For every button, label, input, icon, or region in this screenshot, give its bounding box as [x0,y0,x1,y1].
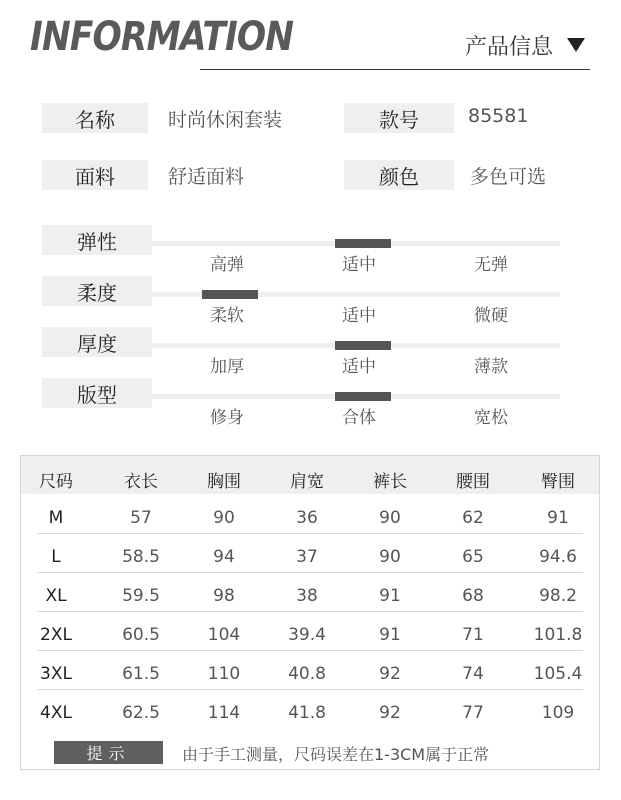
measurement-cell: 90 [379,508,401,528]
table-header-cell: 尺码 [39,472,73,492]
fabric-value: 舒适面料 [168,166,245,188]
title-underline [200,69,590,70]
name-value: 时尚休闲套装 [168,109,283,131]
attr-option: 适中 [342,357,376,377]
size-cell: M [48,508,64,528]
size-cell: XL [45,586,67,606]
size-cell: 3XL [40,664,72,684]
measurement-cell: 91 [379,625,401,645]
measurement-cell: 104 [207,625,241,645]
measurement-cell: 91 [547,508,569,528]
measurement-cell: 101.8 [533,625,583,645]
row-divider [37,611,583,612]
attr-option: 柔软 [210,306,244,326]
attr-label: 厚度 [42,327,152,357]
row-divider [37,572,583,573]
fabric-label: 面料 [42,160,148,190]
attr-option: 加厚 [210,357,244,377]
row-divider [37,689,583,690]
triangle-down-icon [567,38,585,52]
measurement-cell: 90 [213,508,235,528]
attr-level-marker [335,341,391,350]
size-cell: L [51,547,61,567]
measurement-cell: 77 [462,703,484,723]
tip-text: 由于手工测量，尺码误差在1-3CM属于正常 [182,745,490,764]
measurement-cell: 59.5 [122,586,160,606]
measurement-cell: 105.4 [533,664,583,684]
attr-option: 微硬 [474,306,508,326]
measurement-cell: 61.5 [122,664,160,684]
attr-option: 合体 [342,408,376,428]
measurement-cell: 92 [379,664,401,684]
measurement-cell: 39.4 [288,625,326,645]
attr-label: 版型 [42,378,152,408]
measurement-cell: 58.5 [122,547,160,567]
measurement-cell: 68 [462,586,484,606]
measurement-cell: 91 [379,586,401,606]
measurement-cell: 94 [213,547,235,567]
measurement-cell: 114 [207,703,241,723]
table-header-cell: 臀围 [541,472,575,492]
measurement-cell: 37 [296,547,318,567]
measurement-cell: 38 [296,586,318,606]
attr-option: 薄款 [474,357,508,377]
attr-level-marker [335,392,391,401]
measurement-cell: 60.5 [122,625,160,645]
attr-level-marker [335,239,391,248]
attr-option: 无弹 [474,255,508,275]
name-label: 名称 [42,103,148,133]
measurement-cell: 98 [213,586,235,606]
measurement-cell: 74 [462,664,484,684]
measurement-cell: 109 [541,703,575,723]
attr-option: 修身 [210,408,244,428]
measurement-cell: 40.8 [288,664,326,684]
measurement-cell: 94.6 [539,547,577,567]
table-header-cell: 胸围 [207,472,241,492]
table-header-cell: 裤长 [373,472,407,492]
measurement-cell: 98.2 [539,586,577,606]
size-cell: 4XL [40,703,72,723]
attr-option: 适中 [342,306,376,326]
measurement-cell: 92 [379,703,401,723]
color-value: 多色可选 [470,166,547,188]
table-header-cell: 衣长 [124,472,158,492]
measurement-cell: 110 [207,664,241,684]
table-header-cell: 肩宽 [290,472,324,492]
measurement-cell: 71 [462,625,484,645]
row-divider [37,533,583,534]
measurement-cell: 62 [462,508,484,528]
attr-label: 柔度 [42,276,152,306]
attr-option: 适中 [342,255,376,275]
attr-level-marker [202,290,258,299]
measurement-cell: 36 [296,508,318,528]
measurement-cell: 41.8 [288,703,326,723]
measurement-cell: 90 [379,547,401,567]
measurement-cell: 65 [462,547,484,567]
attr-label: 弹性 [42,225,152,255]
section-title: 产品信息 [464,35,553,60]
measurement-cell: 57 [130,508,152,528]
size-table [20,455,600,770]
measurement-cell: 62.5 [122,703,160,723]
style-no-label: 款号 [344,103,454,133]
tip-label: 提示 [54,741,163,764]
style-no-value: 85581 [468,105,529,127]
table-header-cell: 腰围 [456,472,490,492]
size-cell: 2XL [40,625,72,645]
attr-option: 高弹 [210,255,244,275]
attr-option: 宽松 [474,408,508,428]
color-label: 颜色 [344,160,454,190]
brand-heading: INFORMATION [30,14,294,60]
row-divider [37,650,583,651]
